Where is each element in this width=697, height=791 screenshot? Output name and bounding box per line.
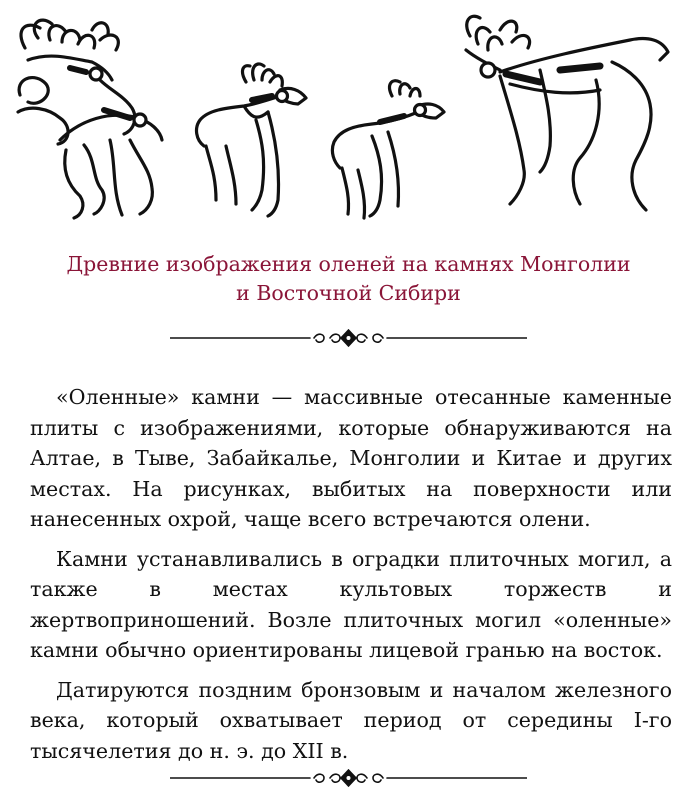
caption-line-1: Древние изображения оленей на камнях Монголии <box>66 252 631 276</box>
deer-drawing-3-icon <box>332 81 444 218</box>
deer-drawing-1-icon <box>18 20 162 218</box>
paragraph-1: «Оленные» камни — массивные отесанные каменные плиты с изображениями, которые обнаруживаются на Алтае, в Тыве, Забайкалье, Монголии и Китае и других местах. На рисунках, выбитых на поверхности или нанесенных охрой, чаще всего встречаются олени. <box>30 385 672 531</box>
paragraph-2: Камни устанавливались в оградки плиточных могил, а также в местах культовых торжеств и жертвоприношений. Возле плиточных могил «оленные» камни обычно ориентированы лицевой гранью на восток. <box>30 546 672 662</box>
ornamental-divider-icon <box>170 766 527 790</box>
article-text <box>30 382 672 775</box>
caption-line-2: и Восточной Сибири <box>236 281 461 305</box>
deer-petroglyphs-illustration <box>0 0 697 240</box>
paragraph-3: Датируются поздним бронзовым и началом железного века, который охватывает период от середины I-го тысячелетия до н. э. до XII в. <box>30 677 672 763</box>
deer-drawing-2-icon <box>197 64 306 216</box>
ornamental-divider-icon <box>170 326 527 350</box>
illustration-caption <box>30 250 667 308</box>
deer-drawing-4-icon <box>466 16 668 210</box>
